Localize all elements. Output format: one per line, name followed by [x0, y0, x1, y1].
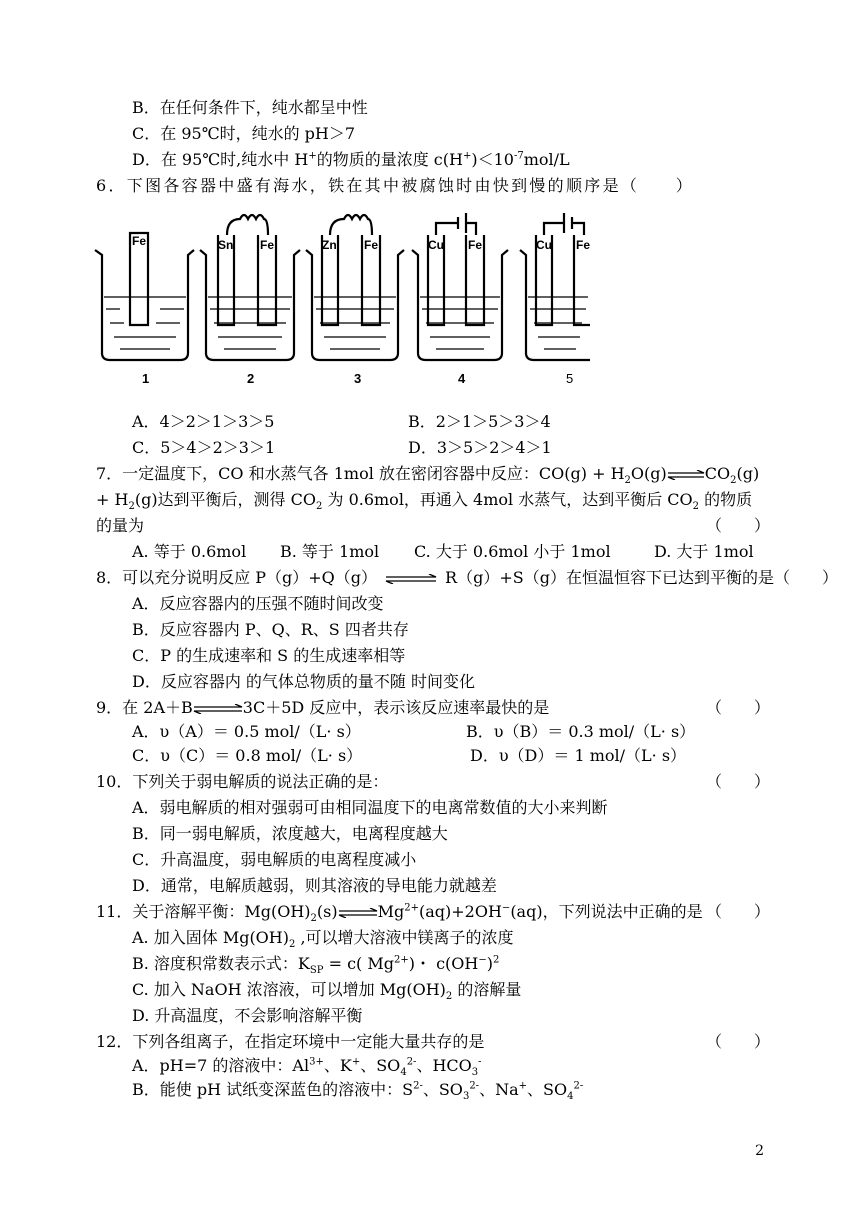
q7-stem-line2: + $H_2(g)$达到平衡后，测得 $CO_2$ 为 0.6mol，再通入 4mol 水蒸气，达到平衡后 $CO_2$ 的物质 — [96, 490, 753, 513]
equilibrium-arrow-icon — [385, 574, 437, 584]
beaker-number: 3 — [354, 371, 362, 386]
electrode-label: Fe — [364, 238, 379, 252]
q11-stem: 11．关于溶解平衡：$Mg(OH)_2(s)$ $Mg^{2+}(aq)+2OH^-(aq)$，下列说法中正确的是 — [96, 902, 703, 925]
q11-option-a: A. 加入固体 $Mg(OH)_2$ ,可以增大溶液中镁离子的浓度 — [132, 928, 514, 951]
q12-answer-paren: （ ） — [706, 1032, 771, 1051]
q7-option-b: B. 等于 1mol — [280, 542, 380, 561]
q12-option-a: A．pH=7 的溶液中：$Al^{3+}$、K+、$SO_4^{2-}$、$HCO_3^-$ — [132, 1056, 482, 1079]
q11-answer-paren: （ ） — [706, 902, 771, 921]
q11-option-d: D. 升高温度，不会影响溶解平衡 — [132, 1006, 363, 1025]
q5-option-b: B．在任何条件下，纯水都呈中性 — [132, 98, 368, 117]
q10-option-a: A．弱电解质的相对强弱可由相同温度下的电离常数值的大小来判断 — [132, 798, 608, 817]
electrode-label: Fe — [260, 238, 275, 252]
q5-option-d: D．在 95℃时,纯水中 H+的物质的量浓度 $c(H^+)<10^{-7}mol/L$ — [132, 150, 570, 169]
equilibrium-arrow-icon — [193, 704, 243, 714]
q9-option-c: C．υ（C）＝ 0.8 mol/（L· s） — [132, 746, 363, 765]
q10-option-c: C．升高温度，弱电解质的电离程度减小 — [132, 850, 417, 869]
beaker-number: 2 — [247, 371, 255, 386]
q6-option-d: D．3＞5＞2＞4＞1 — [408, 438, 552, 457]
equilibrium-arrow-icon — [338, 908, 378, 918]
beaker-number: 1 — [142, 371, 150, 386]
q10-stem: 10．下列关于弱电解质的说法正确的是： — [96, 772, 389, 791]
q9-option-b: B．υ（B）＝ 0.3 mol/（L· s） — [466, 722, 696, 741]
q8-option-b: B．反应容器内 P、Q、R、S 四者共存 — [132, 620, 409, 639]
electrode-label: Fe — [132, 234, 147, 248]
q7-answer-paren: （ ） — [706, 516, 771, 535]
q7-option-d: D. 大于 1mol — [654, 542, 754, 561]
q10-option-b: B．同一弱电解质，浓度越大，电离程度越大 — [132, 824, 448, 843]
q6-option-b: B．2＞1＞5＞3＞4 — [408, 412, 551, 431]
q6-beaker-figure — [90, 205, 590, 390]
q11-option-c: C. 加入 NaOH 浓溶液，可以增加 $Mg(OH)_2$ 的溶解量 — [132, 980, 522, 1003]
electrode-label: Fe — [576, 238, 590, 252]
q9-stem: 9．在 2A＋B 3C＋5D 反应中，表示该反应速率最快的是 — [96, 698, 550, 717]
beaker-number: 5 — [566, 371, 574, 386]
q12-stem: 12．下列各组离子，在指定环境中一定能大量共存的是 — [96, 1032, 485, 1051]
q9-option-d: D．υ（D）＝ 1 mol/（L· s） — [470, 746, 687, 765]
electrode-label: Fe — [468, 238, 483, 252]
q8-option-c: C．P 的生成速率和 S 的生成速率相等 — [132, 646, 406, 665]
q8-stem: 8．可以充分说明反应 P（g）+Q（g） R（g）+S（g）在恒温恒容下已达到平衡的是（ ） — [96, 568, 838, 587]
q10-answer-paren: （ ） — [706, 772, 771, 791]
electrode-label: Cu — [428, 238, 444, 252]
q6-option-a: A．4＞2＞1＞3＞5 — [132, 412, 275, 431]
page-number: 2 — [755, 1143, 764, 1159]
q5-option-c: C．在 95℃时，纯水的 pH＞7 — [132, 124, 356, 143]
q9-answer-paren: （ ） — [706, 698, 771, 717]
q12-option-b: B．能使 pH 试纸变深蓝色的溶液中：$S^{2-}$、$SO_3^{2-}$、Na+、$SO_4^{2-}$ — [132, 1080, 584, 1103]
q11-option-b: B. 溶度积常数表示式：$K_{SP} = c$( $Mg^{2+}$)・ $c(OH^-)^2$ — [132, 954, 500, 977]
q8-option-d: D．反应容器内 的气体总物质的量不随 时间变化 — [132, 672, 476, 691]
q10-option-d: D．通常，电解质越弱，则其溶液的导电能力就越差 — [132, 876, 497, 895]
q7-stem-line1: 7．一定温度下，CO 和水蒸气各 1mol 放在密闭容器中反应：$CO(g) + H_2O(g)$ $CO_2(g)$ — [96, 464, 760, 487]
electrode-label: Sn — [218, 238, 234, 252]
electrode-label: Zn — [322, 238, 337, 252]
q9-option-a: A．υ（A）＝ 0.5 mol/（L· s） — [132, 722, 361, 741]
q6-option-c: C．5＞4＞2＞3＞1 — [132, 438, 276, 457]
q7-option-a: A. 等于 0.6mol — [132, 542, 247, 561]
q7-option-c: C. 大于 0.6mol 小于 1mol — [414, 542, 611, 561]
electrode-label: Cu — [536, 238, 552, 252]
equilibrium-arrow-icon — [667, 470, 705, 480]
beaker-number: 4 — [458, 371, 466, 386]
q6-stem: 6．下图各容器中盛有海水，铁在其中被腐蚀时由快到慢的顺序是（ ） — [96, 176, 695, 195]
q7-stem-line3: 的量为 — [96, 516, 145, 535]
q8-option-a: A．反应容器内的压强不随时间改变 — [132, 594, 384, 613]
